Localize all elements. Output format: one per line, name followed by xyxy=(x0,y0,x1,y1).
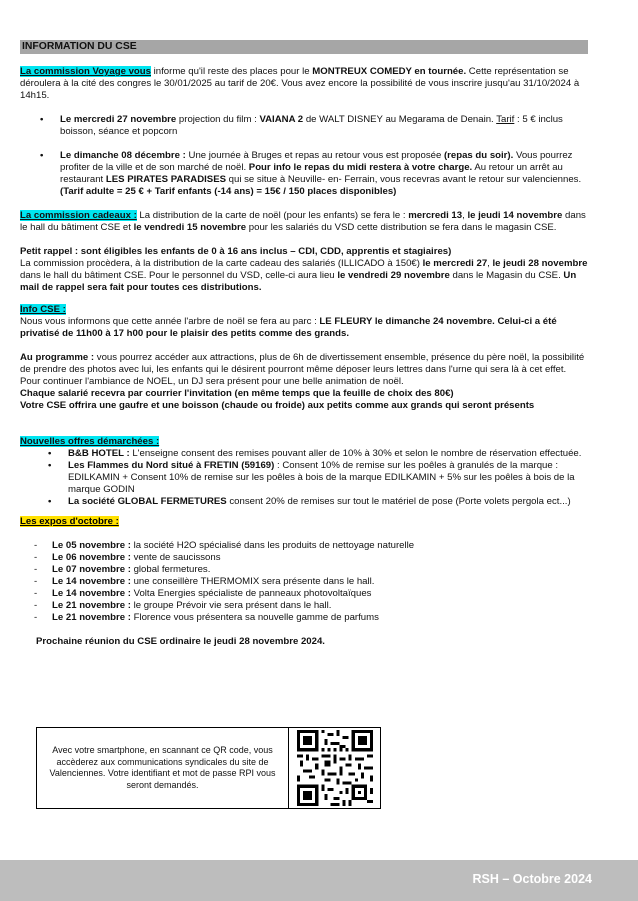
footer-text: RSH – Octobre 2024 xyxy=(472,872,592,886)
info-paragraph: Nous vous informons que cette année l'arbre de noël se fera au parc : LE FLEURY le dimanche 24 novembre. Celui-ci a été privatisé de 11h00 à 17 h00 pour le plaisir des petits comme des grands. xyxy=(20,316,557,339)
list-item: - Le 05 novembre : la société H2O spécialisé dans les produits de nettoyage naturelle xyxy=(52,540,588,552)
list-item: - Le 07 novembre : global fermetures. xyxy=(52,564,588,576)
gaufre-text: Votre CSE offrira une gaufre et une boisson (chaude ou froide) aux petits comme aux grands qui seront présents xyxy=(20,400,535,411)
qr-instructions: Avec votre smartphone, en scannant ce QR code, vous accèderez aux communications syndicales du site de Valenciennes. Votre identifiant et mot de passe RPI vous seront demandés. xyxy=(37,728,289,808)
document-body xyxy=(20,40,588,648)
rappel-text: Petit rappel : sont éligibles les enfants de 0 à 16 ans inclus – CDI, CDD, apprentis et stagiaires) xyxy=(20,246,452,257)
list-item: • La société GLOBAL FERMETURES consent 20% de remises sur tout le matériel de pose (Porte volets pergola ect...) xyxy=(68,496,588,508)
list-item: - Le 21 novembre : Florence vous présentera sa nouvelle gamme de parfums xyxy=(52,612,588,624)
noel-text: Pour continuer l'ambiance de NOEL, un DJ sera présent pour une belle animation de noël. xyxy=(20,376,404,387)
footer-bar xyxy=(0,860,638,901)
info-label: Info CSE : xyxy=(20,304,66,315)
list-item: • Le mercredi 27 novembre projection du film : VAIANA 2 de WALT DISNEY au Megarama de Denain. Tarif : 5 € inclus boisson, séance et popcorn xyxy=(60,114,588,138)
qr-box xyxy=(36,727,381,809)
expos-list xyxy=(20,540,588,624)
expos-label: Les expos d'octobre : xyxy=(20,516,119,527)
list-item: - Le 21 novembre : le groupe Prévoir vie sera présent dans le hall. xyxy=(52,600,588,612)
list-item: - Le 14 novembre : Volta Energies spécialiste de panneaux photovoltaïques xyxy=(52,588,588,600)
list-item: - Le 14 novembre : une conseillère THERMOMIX sera présente dans le hall. xyxy=(52,576,588,588)
carte-cadeau-paragraph: La commission procèdera, à la distribution de la carte cadeau des salariés (ILLICADO à 150€) le mercredi 27, le jeudi 28 novembre dans le hall du bâtiment CSE. Pour le personnel du VSD, celle-ci aura lieu le vendredi 29 novembre dans le Magasin du CSE. Un mail de rappel sera fait pour toutes ces distributions. xyxy=(20,258,588,293)
list-item: - Le 06 novembre : vente de saucissons xyxy=(52,552,588,564)
programme-paragraph: Au programme : vous pourrez accéder aux attractions, plus de 6h de divertissement ensemble, présence du père noël, la possibilité de prendre des photos avec lui, les enfants qui le désirent pourront même déposer leurs lettres dans l'urne qui sera là à cet effet. xyxy=(20,352,585,375)
cadeaux-paragraph: La commission cadeaux : La distribution de la carte de noël (pour les enfants) se fera le : mercredi 13, le jeudi 14 novembre dans le hall du bâtiment CSE et le vendredi 15 novembre pour les salariés du VSD cette distribution se fera dans le magasin CSE. xyxy=(20,210,586,233)
voyage-list xyxy=(20,114,588,198)
qr-code-icon[interactable] xyxy=(297,730,373,806)
offres-label: Nouvelles offres démarchées : xyxy=(20,436,160,447)
info-label-line xyxy=(20,304,588,316)
section-header: INFORMATION DU CSE xyxy=(20,40,588,54)
list-item: • B&B HOTEL : L'enseigne consent des remises pouvant aller de 10% à 30% et selon le nombre de réservation effectuée. xyxy=(68,448,588,460)
offres-label-line xyxy=(20,436,588,448)
invitation-text: Chaque salarié recevra par courrier l'invitation (en même temps que la feuille de choix des 80€) xyxy=(20,388,454,399)
reunion-text: Prochaine réunion du CSE ordinaire le jeudi 28 novembre 2024. xyxy=(36,636,325,647)
expos-label-line xyxy=(20,516,588,528)
list-item: • Le dimanche 08 décembre : Une journée à Bruges et repas au retour vous est proposée (repas du soir). Vous pourrez profiter de la ville et de son marché de noël. Pour info le repas du midi restera à votre charge. Au retour un arrêt au restaurant LES PIRATES PARADISES qui se situe à Neuville- en- Ferrain, vous recevras avant le retour sur valenciennes. (Tarif adulte = 25 € + Tarif enfants (-14 ans) = 15€ / 150 places disponibles) xyxy=(60,150,588,198)
list-item: • Les Flammes du Nord situé à FRETIN (59169) : Consent 10% de remise sur les poêles à granulés de la marque : EDILKAMIN + Consent 10% de remise sur les poêles à bois de la marque EDILKAMIN + 5% sur les poêles à bois de la marque GODIN xyxy=(68,460,588,496)
voyage-paragraph: La commission Voyage vous informe qu'il reste des places pour le MONTREUX COMEDY en tournée. Cette représentation se déroulera à la cité des congres le 30/01/2025 au tarif de 20€. Vous avez encore la possibilité de vous inscrire jusqu'au 31/10/2024 à 14h15. xyxy=(20,66,580,101)
offres-list xyxy=(20,448,588,508)
voyage-label: La commission Voyage vous xyxy=(20,66,151,77)
cadeaux-label: La commission cadeaux : xyxy=(20,210,137,221)
